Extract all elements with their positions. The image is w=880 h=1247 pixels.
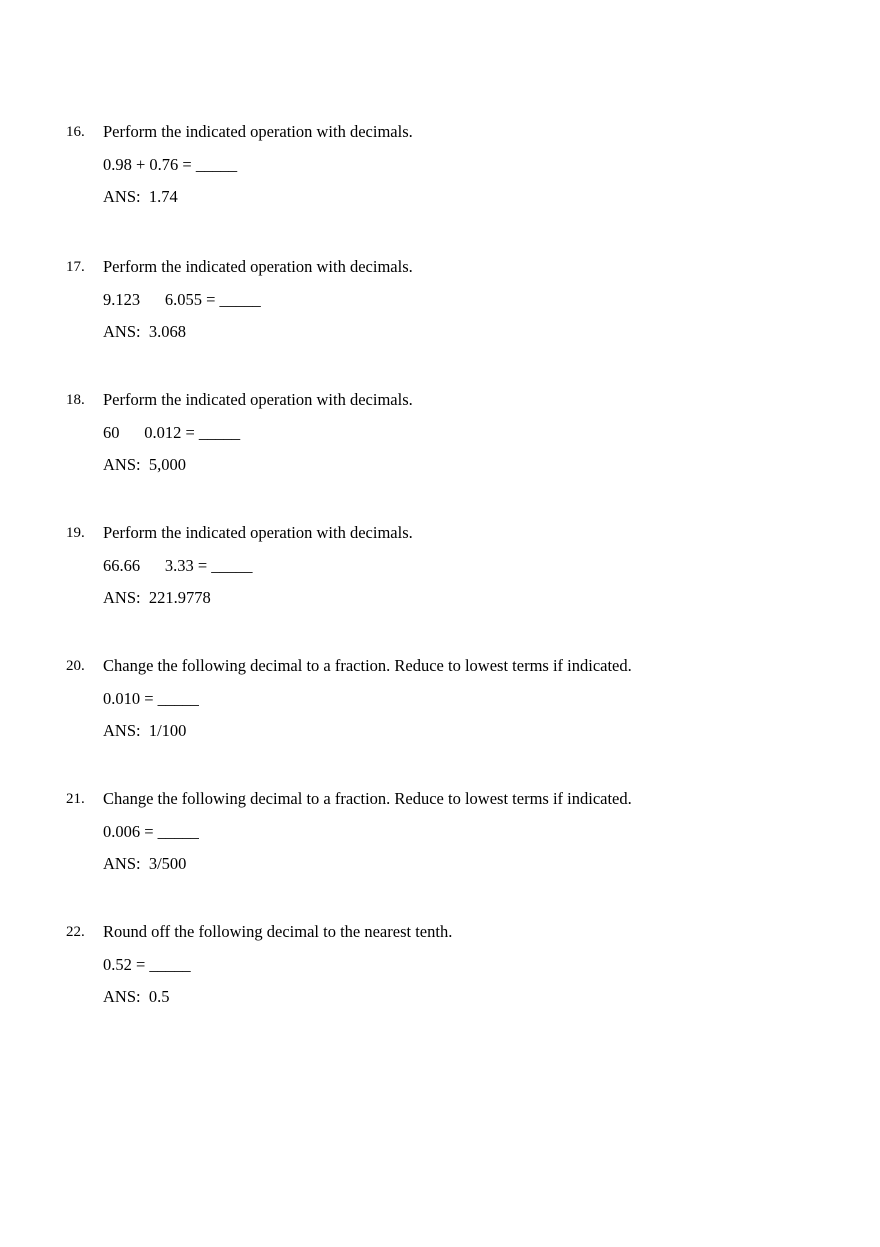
question-number: 19. <box>66 525 85 541</box>
question-prompt: Round off the following decimal to the nearest tenth. <box>103 922 453 941</box>
question-number: 22. <box>66 924 85 940</box>
question-18 <box>66 389 826 479</box>
question-expression: 0.006 = _____ <box>103 822 199 841</box>
question-answer: ANS: 3.068 <box>103 322 186 341</box>
question-prompt: Perform the indicated operation with decimals. <box>103 122 413 141</box>
question-number: 16. <box>66 124 85 140</box>
question-prompt: Change the following decimal to a fraction. Reduce to lowest terms if indicated. <box>103 789 632 808</box>
question-22 <box>66 921 826 1011</box>
question-17 <box>66 256 826 346</box>
question-number: 21. <box>66 791 85 807</box>
question-expression: 0.010 = _____ <box>103 689 199 708</box>
question-number: 17. <box>66 259 85 275</box>
question-20 <box>66 655 826 745</box>
question-prompt: Perform the indicated operation with decimals. <box>103 390 413 409</box>
question-answer: ANS: 221.9778 <box>103 588 211 607</box>
question-19 <box>66 522 826 612</box>
question-answer: ANS: 1.74 <box>103 187 178 206</box>
question-answer: ANS: 3/500 <box>103 854 187 873</box>
question-number: 20. <box>66 658 85 674</box>
question-answer: ANS: 1/100 <box>103 721 187 740</box>
question-expression: 66.66 3.33 = _____ <box>103 556 253 575</box>
question-prompt: Perform the indicated operation with decimals. <box>103 523 413 542</box>
question-16 <box>66 121 826 211</box>
question-expression: 0.98 + 0.76 = _____ <box>103 155 238 174</box>
question-prompt: Perform the indicated operation with decimals. <box>103 257 413 276</box>
question-21 <box>66 788 826 878</box>
question-answer: ANS: 0.5 <box>103 987 170 1006</box>
question-number: 18. <box>66 392 85 408</box>
question-expression: 60 0.012 = _____ <box>103 423 241 442</box>
question-expression: 9.123 6.055 = _____ <box>103 290 261 309</box>
question-prompt: Change the following decimal to a fraction. Reduce to lowest terms if indicated. <box>103 656 632 675</box>
question-answer: ANS: 5,000 <box>103 455 186 474</box>
question-expression: 0.52 = _____ <box>103 955 191 974</box>
